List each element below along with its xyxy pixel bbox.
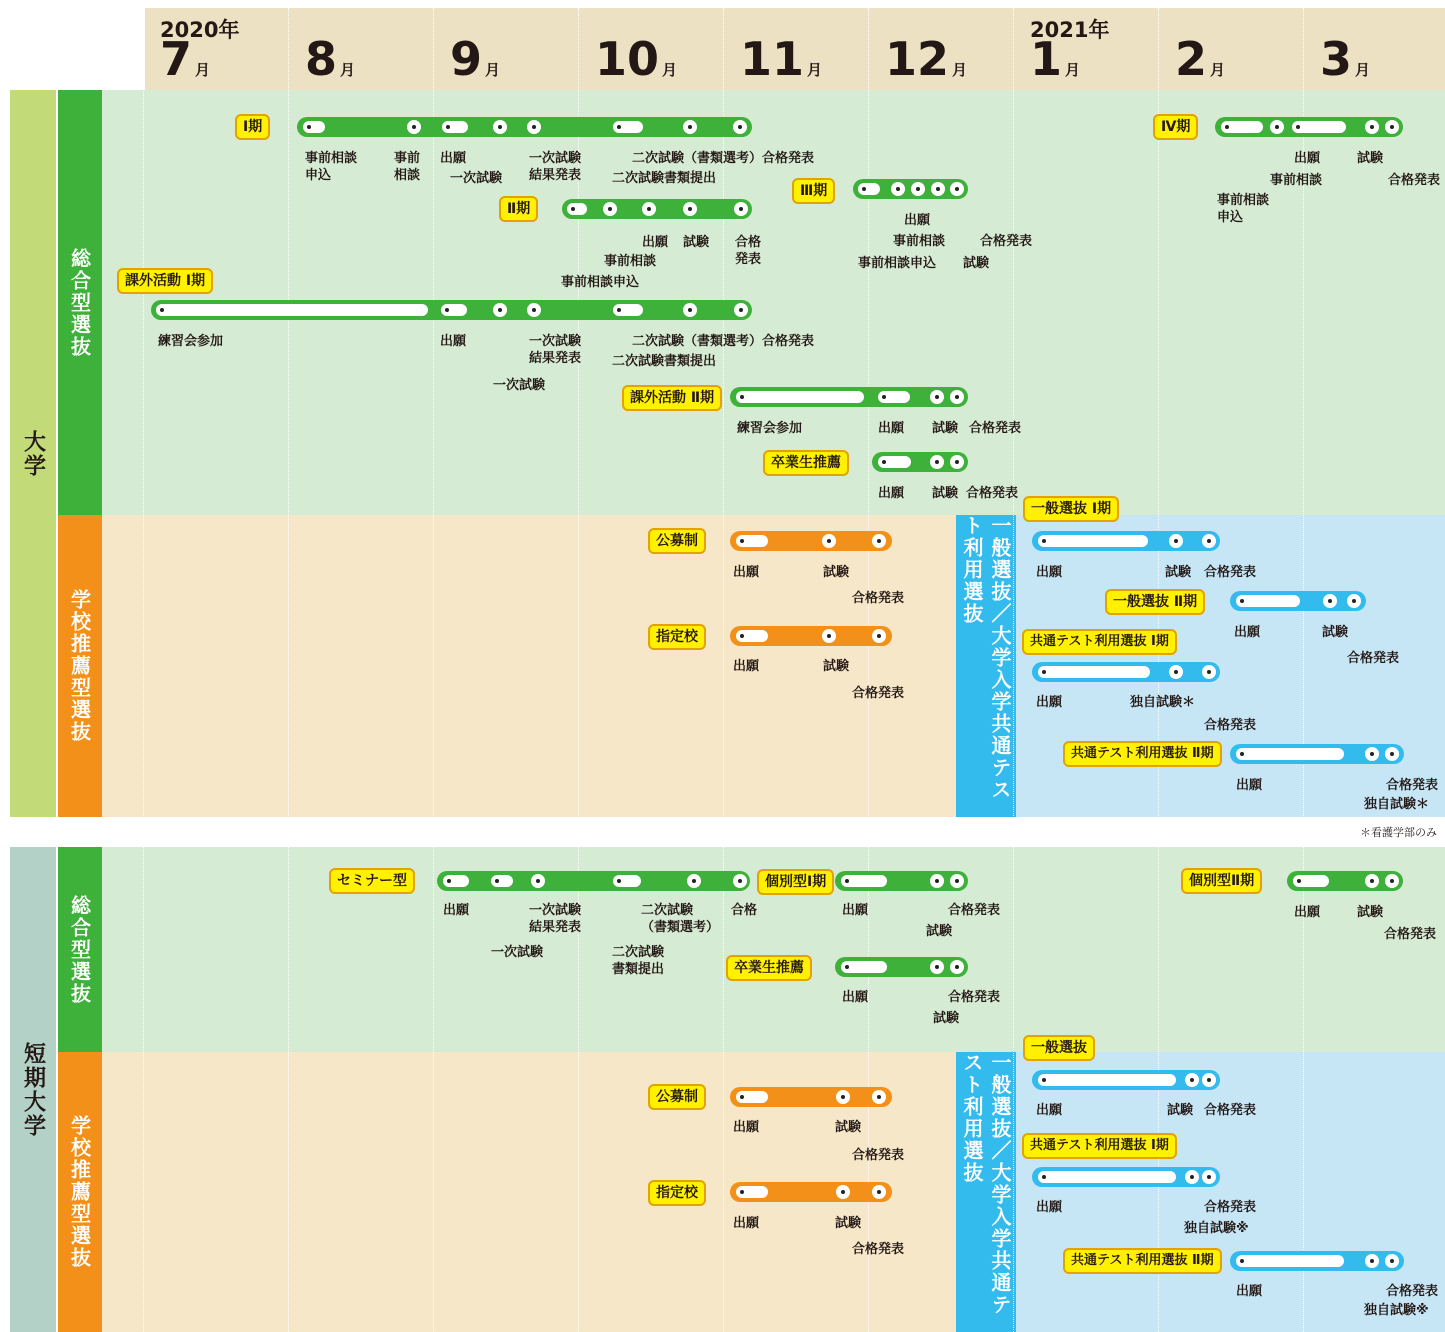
- label: 試験: [1167, 1103, 1194, 1118]
- dot: [1169, 534, 1183, 548]
- cat-general: 一般選抜／大学入学共通テスト利用選抜: [956, 515, 1016, 817]
- bar-univ-gen1: [1032, 531, 1220, 551]
- label: 事前相談 申込: [1217, 193, 1270, 225]
- dot: [950, 182, 964, 196]
- label: 出願: [440, 151, 467, 166]
- bar-univ-ex1: [151, 300, 752, 320]
- seg: [736, 630, 768, 642]
- label: 二次試験 書類提出: [612, 945, 665, 977]
- gridline: [868, 8, 869, 1332]
- dot: [1169, 665, 1183, 679]
- label: 試験: [1357, 905, 1384, 920]
- dot: [683, 120, 697, 134]
- dot: [1270, 120, 1284, 134]
- label: 出願: [443, 903, 470, 918]
- seg: [1038, 535, 1148, 547]
- label: 合格発表: [969, 421, 1022, 436]
- band-general-junior: [1016, 1052, 1445, 1332]
- label: 試験: [835, 1216, 862, 1231]
- label: 二次試験書類提出: [612, 354, 717, 369]
- cat-comprehensive-junior: 総合型選抜: [58, 847, 102, 1052]
- label: 合格発表: [852, 1148, 905, 1163]
- dot: [1365, 120, 1379, 134]
- dot: [872, 1090, 886, 1104]
- label: 試験: [1322, 625, 1349, 640]
- label: 事前相談申込: [561, 275, 640, 290]
- dot: [531, 874, 545, 888]
- label: 出願: [1294, 151, 1321, 166]
- label: 一次試験 結果発表: [529, 903, 582, 935]
- label: 出願: [440, 334, 467, 349]
- label: 試験: [823, 565, 850, 580]
- label: 練習会参加: [158, 334, 224, 349]
- label: 試験: [926, 924, 953, 939]
- label: 出願: [1294, 905, 1321, 920]
- label: 出願: [733, 659, 760, 674]
- label: 出願: [733, 1120, 760, 1135]
- dot: [836, 1090, 850, 1104]
- seg: [613, 121, 643, 133]
- tag-junior-gen: 一般選抜: [1023, 1035, 1095, 1061]
- dot: [931, 182, 945, 196]
- dot: [733, 120, 747, 134]
- label: 出願: [842, 990, 869, 1005]
- label: 二次試験（書類選考）合格発表: [632, 334, 815, 349]
- dot: [1185, 1073, 1199, 1087]
- label: 合格発表: [1204, 1200, 1257, 1215]
- section-univ: 大学: [10, 90, 56, 817]
- label: 試験: [933, 1011, 960, 1026]
- label: 一次試験: [450, 171, 503, 186]
- label: 合格: [731, 903, 758, 918]
- month-8: 8 月: [305, 32, 356, 86]
- label: 合格発表: [852, 686, 905, 701]
- label: 合格発表: [948, 990, 1001, 1005]
- label: 出願: [1236, 778, 1263, 793]
- label: 出願: [1036, 1200, 1063, 1215]
- seg: [443, 875, 469, 887]
- tag-univ-ct1: 共通テスト利用選抜 Ⅰ期: [1022, 629, 1177, 655]
- cat-school-rec-junior: 学校推薦型選抜: [58, 1052, 102, 1332]
- label: 試験: [963, 256, 990, 271]
- label: 二次試験 （書類選考）: [641, 903, 720, 935]
- tag-junior-ct2: 共通テスト利用選抜 Ⅱ期: [1063, 1248, 1222, 1274]
- label: 出願: [878, 486, 905, 501]
- gridline: [1303, 8, 1304, 1332]
- seg: [878, 391, 910, 403]
- dot: [1185, 1170, 1199, 1184]
- seg: [303, 121, 325, 133]
- label: 二次試験（書類選考）合格発表: [632, 151, 815, 166]
- label: 二次試験書類提出: [612, 171, 717, 186]
- label: 試験: [932, 421, 959, 436]
- tag-univ-p1: Ⅰ期: [235, 114, 270, 140]
- cat-comprehensive: 総合型選抜: [58, 90, 102, 515]
- dot: [1365, 1254, 1379, 1268]
- dot: [1385, 747, 1399, 761]
- month-10: 10 月: [595, 32, 678, 86]
- bar-univ-p2: [562, 199, 752, 219]
- seg: [736, 391, 864, 403]
- seg: [156, 304, 428, 316]
- seg: [1293, 875, 1329, 887]
- dot: [950, 874, 964, 888]
- dot: [1202, 1170, 1216, 1184]
- dot: [1202, 1073, 1216, 1087]
- label: 出願: [733, 1216, 760, 1231]
- bar-univ-ct2: [1230, 744, 1404, 764]
- bar-univ-p3: [853, 179, 968, 199]
- dot: [1385, 120, 1399, 134]
- label: 合格発表: [1347, 651, 1400, 666]
- label: 一次試験: [493, 378, 546, 393]
- label: 出願: [1234, 625, 1261, 640]
- label: 事前相談 申込: [305, 151, 358, 183]
- bar-univ-p1: [297, 117, 752, 137]
- dot: [930, 960, 944, 974]
- dot: [687, 874, 701, 888]
- tag-junior-ind1: 個別型Ⅰ期: [757, 869, 834, 895]
- tag-univ-grad: 卒業生推薦: [763, 450, 849, 476]
- dot: [1385, 874, 1399, 888]
- dot: [527, 303, 541, 317]
- label: 合格 発表: [735, 235, 762, 267]
- seg: [1038, 1074, 1176, 1086]
- dot: [950, 960, 964, 974]
- label: 一次試験 結果発表: [529, 334, 582, 366]
- dot: [1202, 534, 1216, 548]
- section-junior: 短期大学: [10, 847, 56, 1332]
- dot: [493, 120, 507, 134]
- label: 独自試験＊: [1130, 695, 1196, 710]
- bar-junior-gen: [1032, 1070, 1220, 1090]
- tag-junior-seminar: セミナー型: [329, 868, 415, 894]
- label: 試験: [835, 1120, 862, 1135]
- label: 試験: [823, 659, 850, 674]
- label: 試験: [683, 235, 710, 250]
- label: 出願: [904, 213, 931, 228]
- seg: [491, 875, 513, 887]
- dot: [734, 202, 748, 216]
- label: 独自試験＊: [1364, 797, 1430, 812]
- label: 合格発表: [1386, 1284, 1439, 1299]
- label: 事前 相談: [394, 151, 421, 183]
- gridline: [433, 8, 434, 1332]
- dot: [1323, 594, 1337, 608]
- tag-junior-grad: 卒業生推薦: [726, 955, 812, 981]
- cat-general-junior: 一般選抜／大学入学共通テスト利用選抜: [956, 1052, 1016, 1332]
- dot: [603, 202, 617, 216]
- seg: [1038, 666, 1150, 678]
- dot: [872, 629, 886, 643]
- label: 合格発表: [852, 591, 905, 606]
- tag-univ-desig: 指定校: [648, 624, 706, 650]
- label: 一次試験: [491, 945, 544, 960]
- label: 練習会参加: [737, 421, 803, 436]
- seg: [841, 875, 887, 887]
- seg: [858, 183, 880, 195]
- dot: [911, 182, 925, 196]
- bar-junior-public: [730, 1087, 892, 1107]
- tag-junior-public: 公募制: [648, 1084, 706, 1110]
- seg: [1038, 1171, 1176, 1183]
- dot: [950, 455, 964, 469]
- dot: [683, 202, 697, 216]
- label: 合格発表: [1388, 173, 1441, 188]
- bar-junior-seminar: [437, 871, 750, 891]
- label: 試験: [932, 486, 959, 501]
- tag-univ-gen2: 一般選抜 Ⅱ期: [1105, 589, 1205, 615]
- seg: [1221, 121, 1263, 133]
- label: 合格発表: [1204, 718, 1257, 733]
- dot: [734, 303, 748, 317]
- tag-univ-p2: Ⅱ期: [499, 196, 538, 222]
- label: 出願: [1236, 1284, 1263, 1299]
- seg: [1236, 595, 1300, 607]
- seg: [1292, 121, 1346, 133]
- seg: [442, 121, 468, 133]
- tag-univ-gen1: 一般選抜 Ⅰ期: [1023, 496, 1119, 522]
- dot: [1365, 747, 1379, 761]
- seg: [736, 535, 768, 547]
- label: 事前相談申込: [858, 256, 937, 271]
- bar-junior-ind2: [1287, 871, 1403, 891]
- year-2021: 2021年: [1030, 18, 1110, 42]
- dot: [822, 534, 836, 548]
- bar-junior-ct2: [1230, 1251, 1404, 1271]
- month-3: 3 月: [1320, 32, 1371, 86]
- dot: [1385, 1254, 1399, 1268]
- dot: [1202, 665, 1216, 679]
- dot: [930, 874, 944, 888]
- tag-univ-ex2: 課外活動 Ⅱ期: [622, 385, 722, 411]
- bar-univ-ex2: [730, 387, 968, 407]
- tag-univ-public: 公募制: [648, 528, 706, 554]
- bar-junior-ind1: [835, 871, 968, 891]
- seg: [1236, 1255, 1344, 1267]
- label: 出願: [1036, 1103, 1063, 1118]
- tag-univ-ex1: 課外活動 Ⅰ期: [117, 268, 213, 294]
- dot: [527, 120, 541, 134]
- tag-univ-p3: Ⅲ期: [792, 178, 835, 204]
- dot: [950, 390, 964, 404]
- label: 合格発表: [1386, 778, 1439, 793]
- bar-junior-grad: [835, 957, 968, 977]
- label: 合格発表: [948, 903, 1001, 918]
- label: 一次試験 結果発表: [529, 151, 582, 183]
- label: 出願: [1036, 565, 1063, 580]
- tag-junior-ct1: 共通テスト利用選抜 Ⅰ期: [1022, 1133, 1177, 1159]
- dot: [930, 455, 944, 469]
- seg: [841, 961, 887, 973]
- seg: [736, 1091, 768, 1103]
- label: 独自試験※: [1184, 1221, 1249, 1236]
- bar-univ-p4: [1215, 117, 1403, 137]
- label: 出願: [642, 235, 669, 250]
- label: 合格発表: [966, 486, 1019, 501]
- dot: [683, 303, 697, 317]
- seg: [736, 1186, 768, 1198]
- dot: [1365, 874, 1379, 888]
- tag-junior-ind2: 個別型Ⅱ期: [1181, 868, 1262, 894]
- month-11: 11 月: [740, 32, 823, 86]
- dot: [891, 182, 905, 196]
- bar-junior-desig: [730, 1182, 892, 1202]
- label: 事前相談: [604, 254, 657, 269]
- dot: [930, 390, 944, 404]
- month-7: 7 月: [160, 32, 211, 86]
- label: 試験: [1357, 151, 1384, 166]
- label: 独自試験※: [1364, 1303, 1429, 1318]
- gridline: [1013, 8, 1014, 1332]
- label: 合格発表: [980, 234, 1033, 249]
- note-nursing: ＊看護学部のみ: [1360, 826, 1437, 839]
- month-2: 2 月: [1175, 32, 1226, 86]
- month-12: 12 月: [885, 32, 968, 86]
- dot: [1347, 594, 1361, 608]
- dot: [407, 120, 421, 134]
- cat-school-rec: 学校推薦型選抜: [58, 515, 102, 817]
- label: 合格発表: [852, 1242, 905, 1257]
- bar-univ-ct1: [1032, 662, 1220, 682]
- tag-univ-p4: Ⅳ期: [1153, 114, 1198, 140]
- dot: [642, 202, 656, 216]
- gridline: [143, 8, 144, 1332]
- label: 出願: [878, 421, 905, 436]
- label: 合格発表: [1204, 565, 1257, 580]
- bar-univ-gen2: [1230, 591, 1366, 611]
- seg: [441, 304, 467, 316]
- bar-univ-public: [730, 531, 892, 551]
- label: 出願: [1036, 695, 1063, 710]
- month-9: 9 月: [450, 32, 501, 86]
- dot: [872, 534, 886, 548]
- bar-junior-ct1: [1032, 1167, 1220, 1187]
- seg: [613, 875, 641, 887]
- label: 出願: [733, 565, 760, 580]
- seg: [567, 203, 587, 215]
- label: 合格発表: [1384, 927, 1437, 942]
- dot: [822, 629, 836, 643]
- bar-univ-grad: [872, 452, 968, 472]
- seg: [1236, 748, 1344, 760]
- label: 試験: [1165, 565, 1192, 580]
- dot: [733, 874, 747, 888]
- seg: [613, 304, 643, 316]
- tag-univ-ct2: 共通テスト利用選抜 Ⅱ期: [1063, 741, 1222, 767]
- label: 事前相談: [893, 234, 946, 249]
- dot: [836, 1185, 850, 1199]
- label: 合格発表: [1204, 1103, 1257, 1118]
- bar-univ-desig: [730, 626, 892, 646]
- label: 出願: [842, 903, 869, 918]
- tag-junior-desig: 指定校: [648, 1180, 706, 1206]
- seg: [878, 456, 911, 468]
- dot: [872, 1185, 886, 1199]
- gridline: [288, 8, 289, 1332]
- dot: [493, 303, 507, 317]
- month-1: 1 月: [1030, 32, 1081, 86]
- year-2020: 2020年: [160, 18, 240, 42]
- label: 事前相談: [1270, 173, 1323, 188]
